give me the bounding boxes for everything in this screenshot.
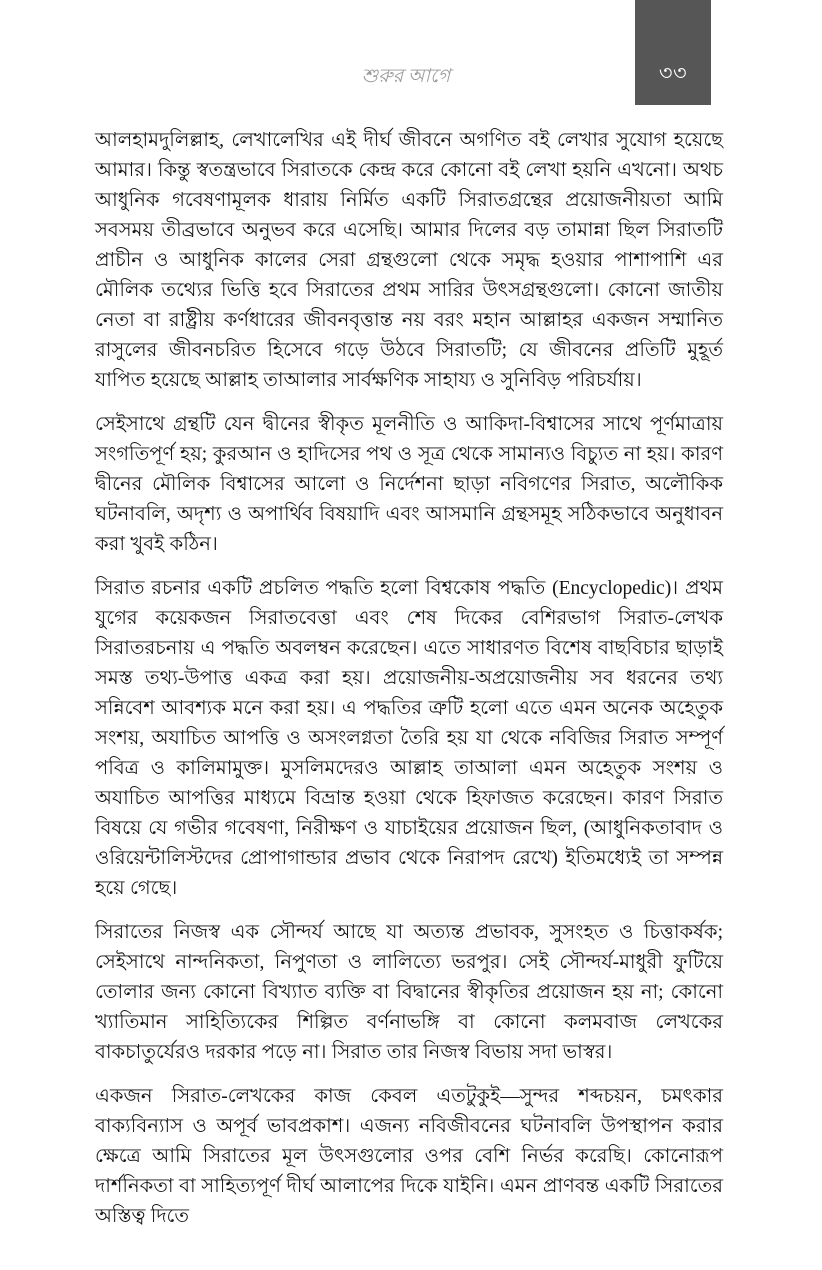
page-number-box [635, 0, 711, 105]
paragraph: সেইসাথে গ্রন্থটি যেন দ্বীনের স্বীকৃত মূলনীতি ও আকিদা-বিশ্বাসের সাথে পূর্ণমাত্রায় সংগতিপূর্ণ হয়; কুরআন ও হাদিসের পথ ও সূত্র থেকে সামান্যও বিচ্যুত না হয়। কারণ দ্বীনের মৌলিক বিশ্বাসের আলো ও নির্দেশনা ছাড়া নবিগণের সিরাত, অলৌকিক ঘটনাবলি, অদৃশ্য ও অপার্থিব বিষয়াদি এবং আসমানি গ্রন্থসমূহ সঠিকভাবে অনুধাবন করা খুবই কঠিন। [95, 414, 723, 555]
paragraph: সিরাত রচনার একটি প্রচলিত পদ্ধতি হলো বিশ্বকোষ পদ্ধতি (Encyclopedic)। প্রথম যুগের কয়েকজন সিরাতবেত্তা এবং শেষ দিকের বেশিরভাগ সিরাত-লেখক সিরাতরচনায় এ পদ্ধতি অবলম্বন করেছেন। এতে সাধারণত বিশেষ বাছবিচার ছাড়াই সমস্ত তথ্য-উপাত্ত একত্র করা হয়। প্রয়োজনীয়-অপ্রয়োজনীয় সব ধরনের তথ্য সন্নিবেশ আবশ্যক মনে করা হয়। এ পদ্ধতির ত্রুটি হলো এতে এমন অনেক অহেতুক সংশয়, অযাচিত আপত্তি ও অসংলগ্নতা তৈরি হয় যা থেকে নবিজির সিরাত সম্পূর্ণ পবিত্র ও কালিমামুক্ত। মুসলিমদেরও আল্লাহ তাআলা এমন অহেতুক সংশয় ও অযাচিত আপত্তির মাধ্যমে বিভ্রান্ত হওয়া থেকে হিফাজত করেছেন। কারণ সিরাত বিষয়ে যে গভীর গবেষণা, নিরীক্ষণ ও যাচাইয়ের প্রয়োজন ছিল, (আধুনিকতাবাদ ও ওরিয়েন্টালিস্টদের প্রোপাগান্ডার প্রভাব থেকে নিরাপদ রেখে) ইতিমধ্যেই তা সম্পন্ন হয়ে গেছে। [95, 578, 723, 899]
paragraph: একজন সিরাত-লেখকের কাজ কেবল এতটুকুই—সুন্দর শব্দচয়ন, চমৎকার বাক্যবিন্যাস ও অপূর্ব ভাবপ্রকাশ। এজন্য নবিজীবনের ঘটনাবলি উপস্থাপন করার ক্ষেত্রে আমি সিরাতের মূল উৎসগুলোর ওপর বেশি নির্ভর করেছি। কোনোরূপ দার্শনিকতা বা সাহিত্যপূর্ণ দীর্ঘ আলাপের দিকে যাইনি। এমন প্রাণবন্ত একটি সিরাতের অস্তিত্ব দিতে [95, 1086, 723, 1227]
page-header [0, 0, 822, 110]
paragraph: আলহামদুলিল্লাহ, লেখালেখির এই দীর্ঘ জীবনে অগণিত বই লেখার সুযোগ হয়েছে আমার। কিন্তু স্বতন্ত্রভাবে সিরাতকে কেন্দ্র করে কোনো বই লেখা হয়নি এখনো। অথচ আধুনিক গবেষণামূলক ধারায় নির্মিত একটি সিরাতগ্রন্থের প্রয়োজনীয়তা আমি সবসময় তীব্রভাবে অনুভব করে এসেছি। আমার দিলের বড় তামান্না ছিল সিরাতটি প্রাচীন ও আধুনিক কালের সেরা গ্রন্থগুলো থেকে সমৃদ্ধ হওয়ার পাশাপাশি এর মৌলিক তথ্যের ভিত্তি হবে সিরাতের প্রথম সারির উৎসগ্রন্থগুলো। কোনো জাতীয় নেতা বা রাষ্ট্রীয় কর্ণধারের জীবনবৃত্তান্ত নয় বরং মহান আল্লাহর একজন সম্মানিত রাসুলের জীবনচরিত হিসেবে গড়ে উঠবে সিরাতটি; যে জীবনের প্রতিটি মুহূর্ত যাপিত হয়েছে আল্লাহ তাআলার সার্বক্ষণিক সাহায্য ও সুনিবিড় পরিচর্যায়। [95, 130, 723, 391]
paragraph: সিরাতের নিজস্ব এক সৌন্দর্য আছে যা অত্যন্ত প্রভাবক, সুসংহত ও চিত্তাকর্ষক; সেইসাথে নান্দনিকতা, নিপুণতা ও লালিত্যে ভরপুর। সেই সৌন্দর্য-মাধুরী ফুটিয়ে তোলার জন্য কোনো বিখ্যাত ব্যক্তি বা বিদ্বানের স্বীকৃতির প্রয়োজন হয় না; কোনো খ্যাতিমান সাহিত্যিকের শিল্পিত বর্ণনাভঙ্গি বা কোনো কলমবাজ লেখকের বাকচাতুর্যেরও দরকার পড়ে না। সিরাত তার নিজস্ব বিভায় সদা ভাস্বর। [95, 922, 723, 1063]
running-head: শুরুর আগে [361, 66, 451, 87]
page-number: ৩৩ [658, 61, 688, 85]
body-text [95, 126, 723, 1232]
